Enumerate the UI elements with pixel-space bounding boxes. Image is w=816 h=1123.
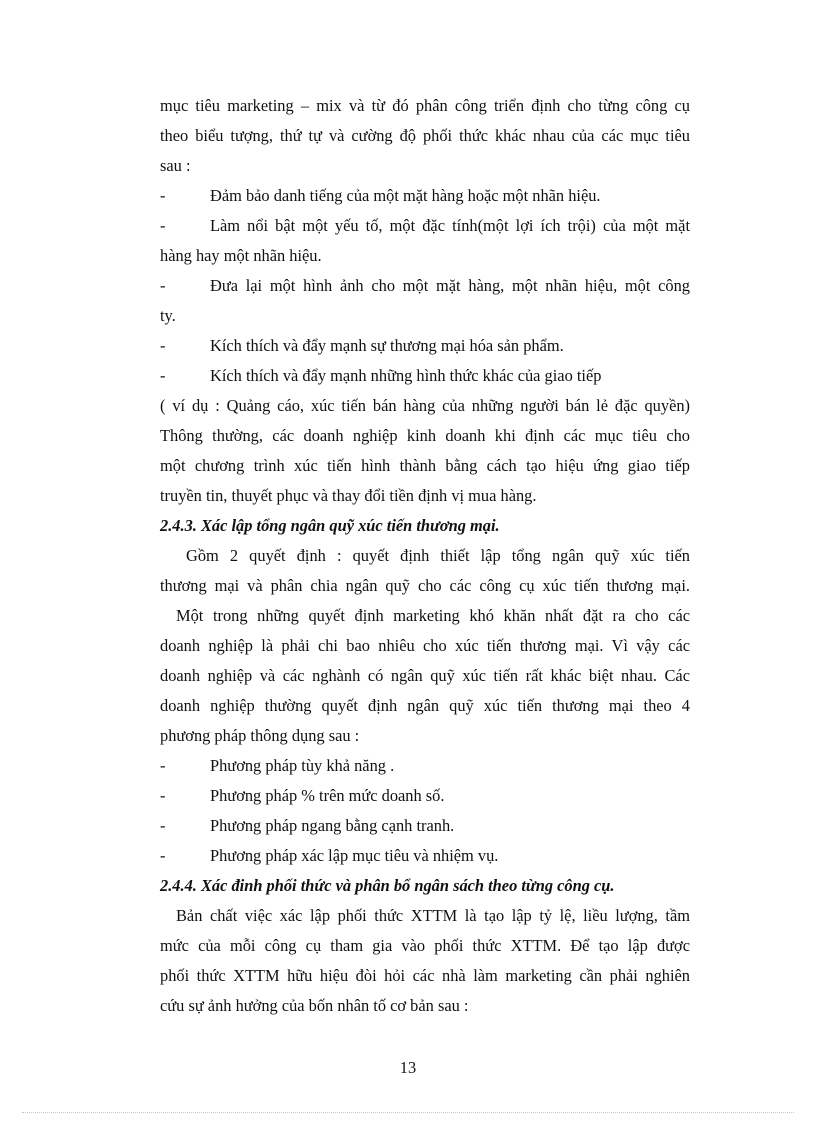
bullet-dash: - (160, 216, 166, 235)
objective-text: Làm nổi bật một yếu tố, một đặc tính(một lợi ích trội) của một mặt (210, 216, 690, 235)
bullet-dash: - (160, 336, 166, 355)
body-text-line: Một trong những quyết định marketing khó khăn nhất đặt ra cho các (176, 606, 690, 625)
body-text-line: một chương trình xúc tiến hình thành bằng cách tạo hiệu ứng giao tiếp (160, 456, 690, 475)
bullet-dash: - (160, 276, 166, 295)
body-text-line: truyền tin, thuyết phục và thay đổi tiền định vị mua hàng. (160, 486, 537, 505)
body-text-line: thương mại và phân chia ngân quỹ cho các công cụ xúc tiến thương mại. (160, 576, 690, 595)
objective-text: Kích thích và đẩy mạnh sự thương mại hóa sản phẩm. (210, 336, 564, 355)
page-bottom-divider (22, 1112, 794, 1113)
bullet-dash: - (160, 366, 166, 385)
body-text-line: mục tiêu marketing – mix và từ đó phân công triển định cho từng công cụ (160, 96, 690, 115)
bullet-dash: - (160, 846, 166, 865)
bullet-dash: - (160, 786, 166, 805)
method-text: Phương pháp xác lập mục tiêu và nhiệm vụ. (210, 846, 499, 865)
body-text-line: cứu sự ảnh hưởng của bốn nhân tố cơ bản sau : (160, 996, 469, 1015)
body-text-line: phối thức XTTM hữu hiệu đòi hỏi các nhà làm marketing cần phải nghiên (160, 966, 690, 985)
section-heading-2-4-4: 2.4.4. Xác đinh phối thức và phân bổ ngân sách theo từng công cụ. (160, 876, 615, 895)
body-text-line: mức của mỗi công cụ tham gia vào phối thức XTTM. Để tạo lập được (160, 936, 690, 955)
objective-text-continued: ty. (160, 306, 176, 325)
body-text-line: theo biểu tượng, thứ tự và cường độ phối thức khác nhau của các mục tiêu (160, 126, 690, 145)
method-text: Phương pháp ngang bằng cạnh tranh. (210, 816, 455, 835)
example-line: ( ví dụ : Quảng cáo, xúc tiến bán hàng của những người bán lẻ đặc quyền) (160, 396, 690, 415)
bullet-dash: - (160, 816, 166, 835)
page-number: 13 (399, 1058, 417, 1077)
body-text-line: phương pháp thông dụng sau : (160, 726, 360, 745)
objective-text-continued: hàng hay một nhãn hiệu. (160, 246, 322, 265)
body-text-line: Thông thường, các doanh nghiệp kinh doanh khi định các mục tiêu cho (160, 426, 690, 445)
body-text-line: Gồm 2 quyết định : quyết định thiết lập tổng ngân quỹ xúc tiến (186, 546, 690, 565)
body-text-line: Bản chất việc xác lập phối thức XTTM là tạo lập tỷ lệ, liều lượng, tầm (176, 906, 690, 925)
bullet-dash: - (160, 756, 166, 775)
method-text: Phương pháp tùy khả năng . (210, 756, 395, 775)
bullet-dash: - (160, 186, 166, 205)
method-text: Phương pháp % trên mức doanh số. (210, 786, 445, 805)
objective-text: Đảm bảo danh tiếng của một mặt hàng hoặc một nhãn hiệu. (210, 186, 601, 205)
body-text-line: doanh nghiệp thường quyết định ngân quỹ xúc tiến thương mại theo 4 (160, 696, 690, 715)
objective-text: Đưa lại một hình ảnh cho một mặt hàng, một nhãn hiệu, một công (210, 276, 690, 295)
body-text-line: doanh nghiệp và các nghành có ngân quỹ xúc tiến rất khác biệt nhau. Các (160, 666, 690, 685)
body-text-line: doanh nghiệp là phải chi bao nhiêu cho xúc tiến thương mại. Vì vậy các (160, 636, 690, 655)
body-text-line: sau : (160, 156, 191, 175)
section-heading-2-4-3: 2.4.3. Xác lập tổng ngân quỹ xúc tiến thương mại. (160, 516, 500, 535)
objective-text: Kích thích và đẩy mạnh những hình thức khác của giao tiếp (210, 366, 602, 385)
